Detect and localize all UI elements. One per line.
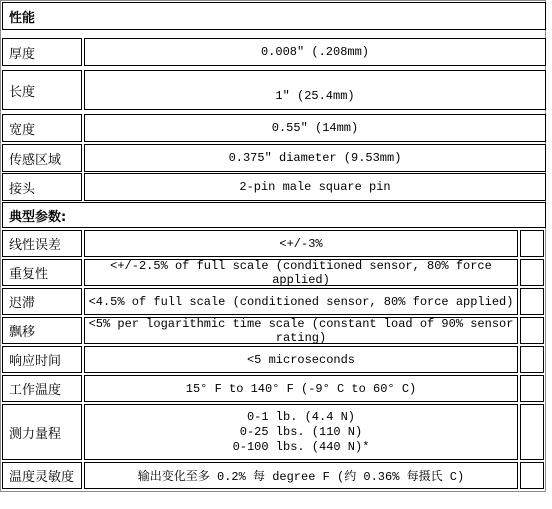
linearity-error-value: <+/-3% [84, 230, 518, 257]
width-label: 宽度 [2, 114, 82, 142]
length-label: 长度 [2, 70, 82, 110]
thickness-label: 厚度 [2, 38, 82, 66]
repeatability-label: 重复性 [2, 259, 82, 286]
empty-cell [520, 462, 544, 489]
empty-cell [520, 230, 544, 257]
connector-value: 2-pin male square pin [84, 173, 546, 201]
operating-temperature-label: 工作温度 [2, 375, 82, 402]
repeatability-value: <+/-2.5% of full scale (conditioned sensor, 80% force applied) [84, 259, 518, 286]
empty-cell [520, 346, 544, 373]
connector-label: 接头 [2, 173, 82, 201]
force-range-label: 测力量程 [2, 404, 82, 460]
force-range-line: 0-25 lbs. (110 N) [239, 424, 363, 439]
sensing-area-label: 传感区域 [2, 144, 82, 172]
thickness-value: 0.008″ (.208mm) [84, 38, 546, 66]
response-time-value: <5 microseconds [84, 346, 518, 373]
temperature-sensitivity-label: 温度灵敏度 [2, 462, 82, 489]
empty-cell [520, 375, 544, 402]
hysteresis-label: 迟滞 [2, 288, 82, 315]
response-time-label: 响应时间 [2, 346, 82, 373]
empty-cell [520, 317, 544, 344]
width-value: 0.55″ (14mm) [84, 114, 546, 142]
operating-temperature-value: 15° F to 140° F (-9° C to 60° C) [84, 375, 518, 402]
section-header-properties: 性能 [2, 2, 546, 30]
sensing-area-value: 0.375″ diameter (9.53mm) [84, 144, 546, 172]
empty-cell [520, 259, 544, 286]
force-range-line: 0-100 lbs. (440 N)* [232, 439, 370, 454]
drift-label: 飘移 [2, 317, 82, 344]
length-value: 1″ (25.4mm) [84, 70, 546, 110]
hysteresis-value: <4.5% of full scale (conditioned sensor, 80% force applied) [84, 288, 518, 315]
linearity-error-label: 线性误差 [2, 230, 82, 257]
empty-cell [520, 404, 544, 460]
force-range-value [84, 404, 518, 460]
temperature-sensitivity-value: 输出变化至多 0.2% 每 degree F (约 0.36% 每摄氏 C) [84, 462, 518, 489]
force-range-line: 0-1 lb. (4.4 N) [246, 409, 356, 424]
empty-cell [520, 288, 544, 315]
drift-value: <5% per logarithmic time scale (constant load of 90% sensor rating) [84, 317, 518, 344]
section-header-parameters: 典型参数: [2, 202, 546, 228]
